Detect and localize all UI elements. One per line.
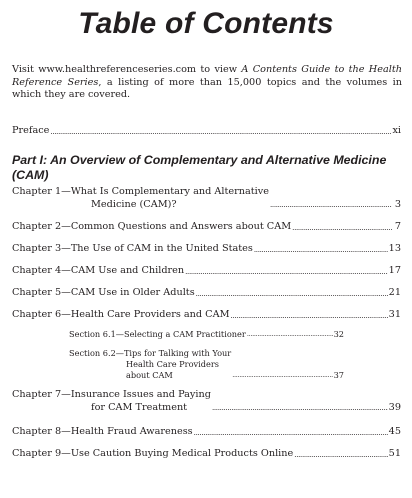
toc-page-number: 51 — [388, 448, 401, 459]
toc-entry-chapter-4[interactable] — [12, 265, 401, 278]
toc-entry-label: Chapter 4—CAM Use and Children — [12, 265, 185, 276]
toc-entry-label: Chapter 2—Common Questions and Answers about CAM — [12, 221, 292, 232]
intro-paragraph — [12, 64, 402, 102]
toc-page-number: 3 — [394, 198, 401, 210]
toc-entry-label: Chapter 1—What Is Complementary and Alternative — [12, 186, 269, 197]
toc-entry-label-continued: for CAM Treatment — [91, 401, 188, 413]
dot-leader — [254, 246, 388, 256]
toc-entry-label: Chapter 6—Health Care Providers and CAM — [12, 309, 230, 320]
toc-page-number: 37 — [333, 370, 344, 380]
toc-entry-chapter-9[interactable] — [12, 448, 401, 461]
toc-entry-label: Chapter 5—CAM Use in Older Adults — [12, 287, 195, 298]
toc-page-number: 39 — [388, 401, 401, 413]
toc-entry-chapter-3[interactable] — [12, 243, 401, 256]
dot-leader — [196, 290, 388, 300]
toc-entry-chapter-5[interactable] — [12, 287, 401, 300]
toc-page-number: 32 — [333, 329, 344, 339]
dot-leader — [247, 330, 333, 340]
part-heading: Part I: An Overview of Complementary and Alternative Medicine (CAM) — [12, 153, 387, 182]
toc-page-number: xi — [392, 125, 401, 136]
toc-page-number: 45 — [388, 426, 401, 437]
dot-leader — [231, 312, 388, 322]
toc-page-number: 7 — [394, 221, 401, 232]
toc-entry-label: Section 6.2—Tips for Talking with Your — [69, 348, 232, 358]
dot-leader — [185, 268, 388, 278]
toc-page-number: 31 — [388, 309, 401, 320]
toc-entry-label-continued: Medicine (CAM)? — [91, 198, 177, 210]
dot-leader — [212, 404, 388, 414]
intro-text-after: , a listing of more than 15,000 topics and the volumes in which they are covered. — [12, 76, 403, 101]
toc-entry-chapter-7[interactable] — [12, 389, 401, 414]
toc-page-number: 21 — [388, 287, 401, 298]
dot-leader — [232, 371, 332, 381]
toc-page-number: 17 — [388, 265, 401, 276]
toc-entry-preface[interactable] — [12, 125, 401, 138]
toc-entry-label: Section 6.1—Selecting a CAM Practitioner — [69, 329, 246, 339]
dot-leader — [294, 451, 387, 461]
dot-leader — [50, 128, 391, 138]
toc-entry-chapter-2[interactable] — [12, 221, 401, 234]
intro-book-title: A Contents Guide to the Health Reference Series — [12, 64, 402, 88]
toc-entry-label: Chapter 3—The Use of CAM in the United States — [12, 243, 253, 254]
toc-entry-chapter-6[interactable] — [12, 309, 401, 322]
toc-page-number: 13 — [388, 243, 401, 254]
dot-leader — [194, 429, 388, 439]
toc-entry-label-continued: about CAM — [126, 370, 173, 380]
toc-entry-label: Chapter 8—Health Fraud Awareness — [12, 426, 193, 437]
toc-entry-section-6-1[interactable] — [69, 329, 344, 340]
toc-entry-label: Preface — [12, 125, 50, 136]
toc-entry-chapter-1[interactable] — [12, 186, 401, 211]
toc-entry-label: Chapter 9—Use Caution Buying Medical Products Online — [12, 448, 294, 459]
toc-entry-label-continued: Health Care Providers — [126, 359, 219, 369]
intro-text-before: Visit www.healthreferenceseries.com to view — [12, 64, 242, 75]
toc-entry-chapter-8[interactable] — [12, 426, 401, 439]
toc-entry-label: Chapter 7—Insurance Issues and Paying — [12, 389, 211, 400]
page-title: Table of Contents — [78, 7, 334, 40]
toc-entry-section-6-2[interactable] — [69, 348, 344, 381]
dot-leader — [270, 201, 392, 211]
dot-leader — [292, 224, 392, 234]
